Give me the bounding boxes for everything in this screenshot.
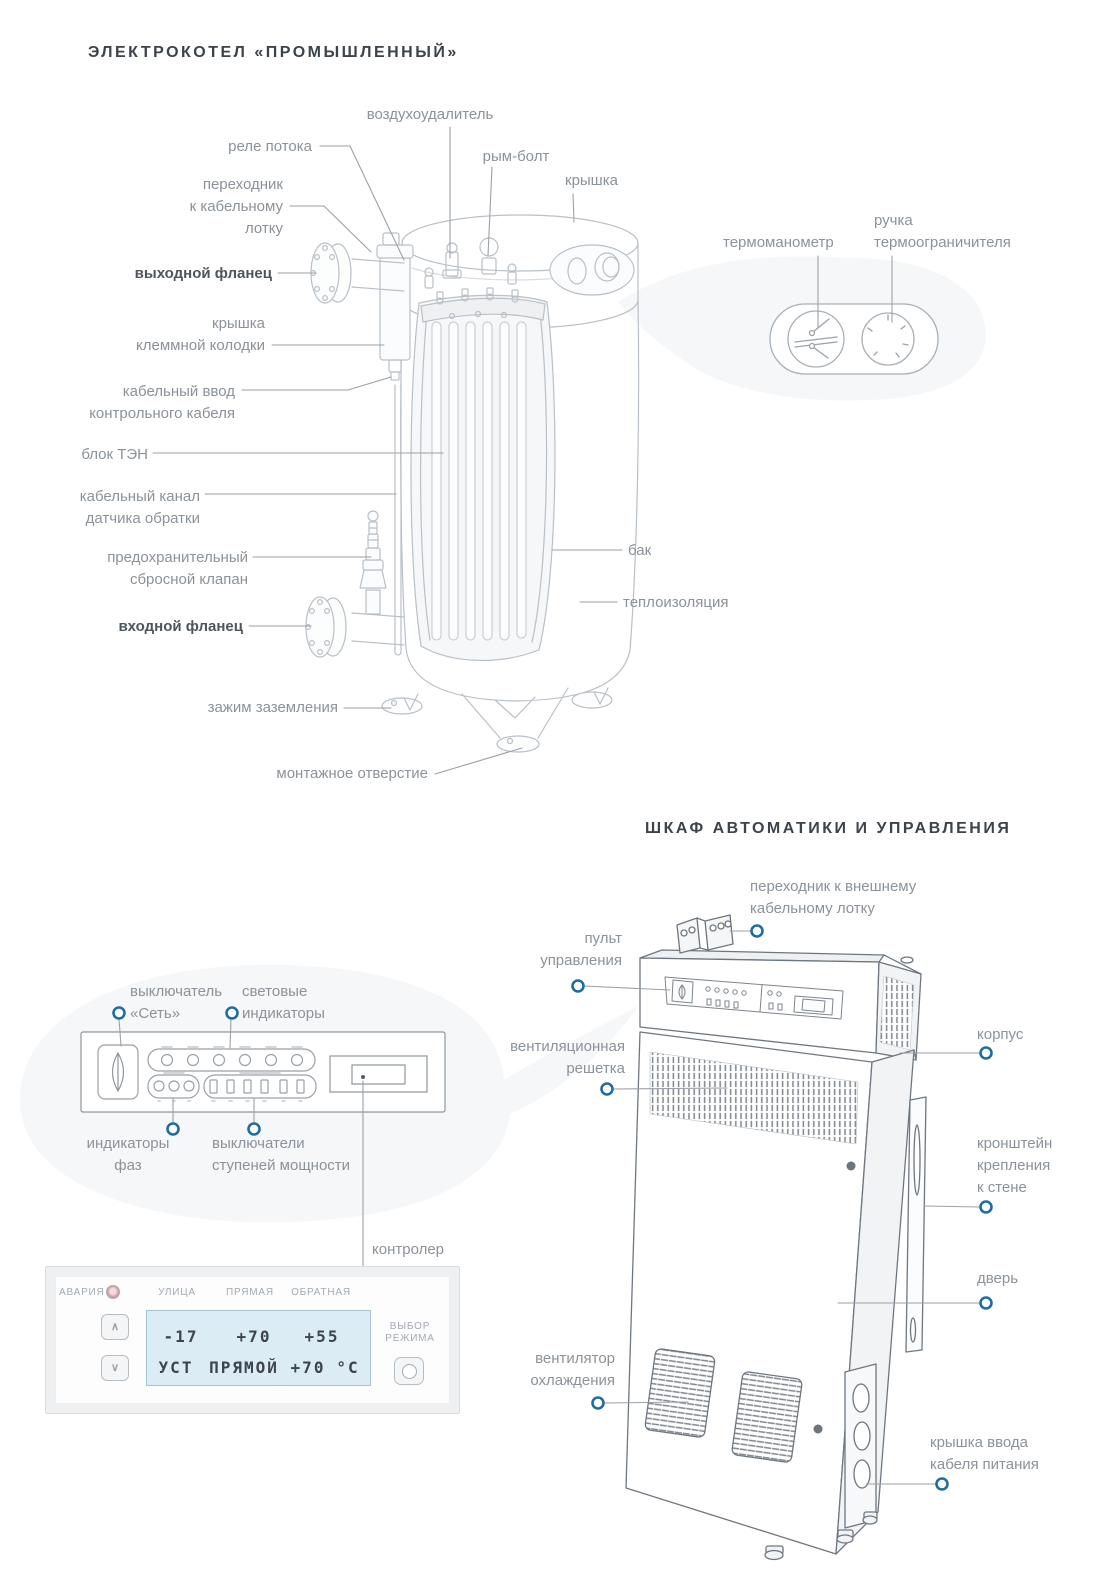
label-ground-clamp: зажим заземления (207, 699, 338, 716)
mode-select-label-1: ВЫБОР (389, 1321, 431, 1332)
label-terminal-block-cover: крышка клеммной колодки (136, 315, 265, 354)
mode-select-button (394, 1357, 424, 1385)
boiler-title: ЭЛЕКТРОКОТЕЛ «ПРОМЫШЛЕННЫЙ» (88, 44, 459, 61)
gauges-detail (770, 304, 938, 374)
lcd-set-label: УСТ (158, 1358, 194, 1377)
lcd-display (146, 1310, 371, 1386)
column-supply: ПРЯМАЯ (226, 1287, 274, 1298)
label-power-switch: выключатель «Сеть» (130, 983, 223, 1022)
label-tank: бак (628, 542, 652, 559)
label-external-tray-adapter: переходник к внешнему кабельному лотку (750, 878, 917, 917)
label-thermomanometer: термоманометр (723, 234, 834, 251)
lcd-return-value: +55 (304, 1327, 340, 1346)
door-handle-dot-top (847, 1162, 856, 1171)
door-handle-dot-bottom (814, 1425, 823, 1434)
lcd-supply-value: +70 (236, 1327, 272, 1346)
label-thermal-limiter-handle: ручка термоограничителя (874, 212, 1011, 251)
label-wall-bracket: кронштейн крепления к стене (977, 1135, 1053, 1196)
lcd-mode-value: ПРЯМОЙ (209, 1358, 279, 1377)
cable-cover-plate (845, 1364, 876, 1528)
cabinet-title: ШКАФ АВТОМАТИКИ И УПРАВЛЕНИЯ (645, 820, 1012, 837)
step-switches-detail (204, 1073, 316, 1101)
down-button (101, 1355, 129, 1381)
input-flange-drawing (306, 597, 404, 657)
terminal-box (377, 233, 413, 380)
head-side-vents (880, 976, 914, 1050)
cabinet-drawing (626, 915, 926, 1560)
limiter-handle-gauge (862, 313, 914, 365)
wall-bracket-strip (906, 1097, 926, 1352)
label-input-flange: входной фланец (118, 618, 243, 635)
top-studs (425, 264, 516, 288)
down-chevron-icon: ∨ (110, 1361, 120, 1374)
up-button (101, 1314, 129, 1340)
tank-gauge-recess (550, 245, 634, 295)
label-flow-relay: реле потока (228, 138, 312, 155)
controller-panel (45, 1266, 460, 1414)
mode-button-ring-icon (402, 1364, 417, 1379)
label-body: корпус (977, 1026, 1024, 1043)
power-switch-detail (98, 1045, 138, 1099)
label-control-cable-entry: кабельный ввод контрольного кабеля (89, 383, 235, 422)
label-controller: контролер (372, 1241, 445, 1258)
lcd-setpoint-value: +70 (290, 1358, 326, 1377)
label-door: дверь (977, 1270, 1019, 1287)
label-insulation: теплоизоляция (623, 594, 729, 611)
phase-indicators-detail (148, 1073, 199, 1101)
label-air-remover: воздухоудалитель (366, 106, 494, 123)
controller-display-detail (330, 1056, 427, 1092)
label-phase-indicators: индикаторы фаз (86, 1135, 170, 1174)
boiler-feet (382, 688, 612, 752)
fan-grille-1 (645, 1348, 716, 1438)
label-vent-grille: вентиляционная решетка (510, 1038, 625, 1077)
lcd-street-value: -17 (163, 1327, 199, 1346)
alarm-led-icon (106, 1285, 120, 1299)
label-step-switches: выключатели ступеней мощности (212, 1135, 351, 1174)
sensor-conduit (395, 385, 401, 655)
label-return-sensor-channel: кабельный канал датчика обратки (79, 488, 200, 527)
tray-adapter-bracket (677, 915, 733, 953)
safety-valve-drawing (360, 511, 386, 614)
light-indicators-detail (148, 1047, 315, 1071)
column-street: УЛИЦА (158, 1287, 196, 1298)
panel-detail-drawing (81, 1032, 445, 1112)
label-safety-valve: предохранительный сбросной клапан (107, 549, 248, 588)
fan-grille-2 (731, 1371, 802, 1463)
label-cable-tray-adapter: переходник к кабельному лотку (189, 176, 283, 237)
label-mounting-hole: монтажное отверстие (276, 765, 428, 782)
label-heater-block: блок ТЭН (81, 446, 148, 463)
column-return: ОБРАТНАЯ (291, 1287, 351, 1298)
label-lid: крышка (565, 172, 618, 189)
label-output-flange: выходной фланец (134, 265, 272, 282)
alarm-label: АВАРИЯ (59, 1287, 105, 1298)
boiler-drawing (306, 215, 639, 752)
air-remover-valve (443, 243, 461, 278)
label-eye-bolt: рым-болт (482, 148, 550, 165)
mode-select-label-2: РЕЖИМА (385, 1333, 435, 1344)
lcd-units-label: °С (336, 1358, 360, 1377)
label-cooling-fan: вентилятор охлаждения (530, 1350, 615, 1389)
label-power-cable-cover: крышка ввода кабеля питания (930, 1434, 1039, 1473)
up-chevron-icon: ∧ (110, 1320, 120, 1333)
label-light-indicators: световые индикаторы (242, 983, 325, 1022)
label-control-board: пульт управления (540, 930, 622, 969)
